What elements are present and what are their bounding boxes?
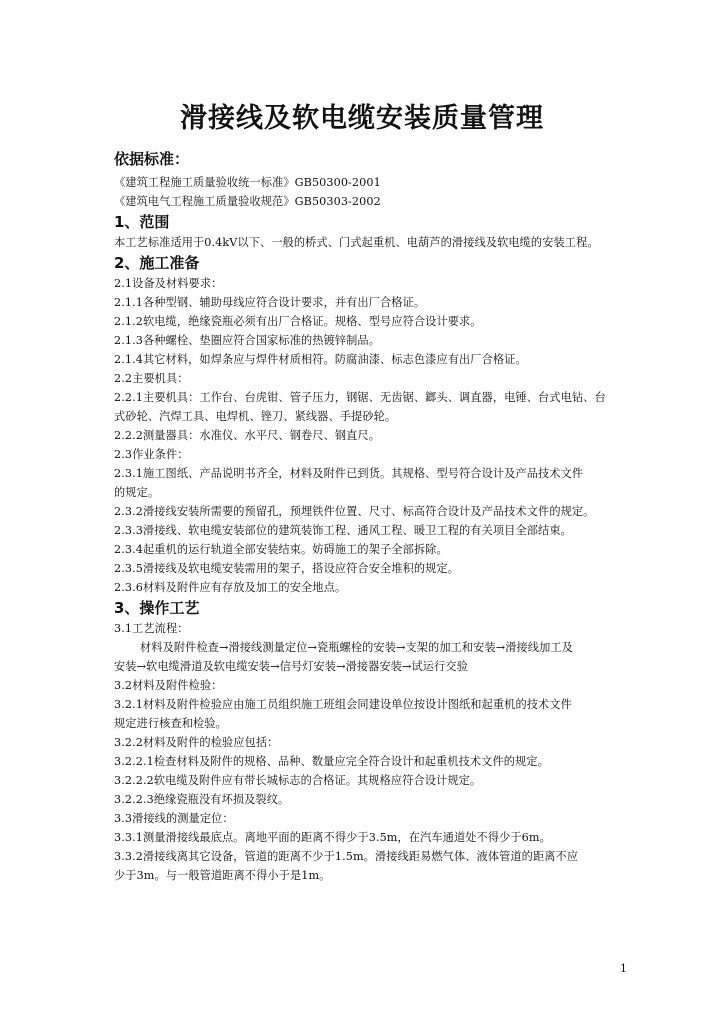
ops-line: 3.1工艺流程：: [114, 622, 189, 635]
ops-line: 少于3m。与一般管道距离不得小于是1m。: [114, 869, 331, 882]
ops-flow-line: 安装→软电缆滑道及软电缆安装→信号灯安装→滑接器安装→试运行交验: [114, 660, 468, 673]
prep-line: 的规定。: [114, 486, 160, 499]
ops-flow-line: 材料及附件检查→滑接线测量定位→瓷瓶螺栓的安装→支架的加工和安装→滑接线加工及: [140, 641, 573, 654]
prep-line: 2.3.6材料及附件应有存放及加工的安全地点。: [114, 581, 347, 594]
prep-line: 2.1.3各种螺栓、垫圈应符合国家标准的热镀锌制品。: [114, 334, 381, 347]
prep-line: 2.1.4其它材料，如焊条应与焊件材质相符。防腐油漆、标志色漆应有出厂合格证。: [114, 353, 527, 366]
basis-standard-2: 《建筑电气工程施工质量验收规范》GB50303-2002: [114, 195, 381, 208]
prep-line: 2.3.3滑接线、软电缆安装部位的建筑装饰工程、通风工程、暖卫工程的有关项目全部结束。: [114, 524, 572, 537]
prep-line: 2.1.2软电缆，绝缘瓷瓶必须有出厂合格证。规格、型号应符合设计要求。: [114, 315, 482, 328]
prep-line: 2.2主要机具：: [114, 372, 189, 385]
ops-line: 3.3滑接线的测量定位：: [114, 812, 234, 825]
basis-heading: 依据标准：: [114, 150, 190, 168]
ops-heading: 3、操作工艺: [114, 599, 200, 617]
prep-line: 2.3.4起重机的运行轨道全部安装结束。妨碍施工的架子全部拆除。: [114, 543, 448, 556]
document-body: [114, 148, 644, 885]
ops-line: 3.2.2.2软电缆及附件应有带长城标志的合格证。其规格应符合设计规定。: [114, 774, 482, 787]
scope-text: 本工艺标准适用于0.4kV以下、一般的桥式、门式起重机、电葫芦的滑接线及软电缆的安装工程。: [114, 236, 599, 249]
prep-line: 2.3.5滑接线及软电缆安装需用的架子，搭设应符合安全堆积的规定。: [114, 562, 460, 575]
document-title: 滑接线及软电缆安装质量管理: [180, 103, 544, 134]
scope-heading: 1、范围: [114, 213, 170, 231]
prep-heading: 2、施工准备: [114, 254, 200, 272]
prep-line: 2.3.2滑接线安装所需要的预留孔，预埋铁件位置、尺寸、标高符合设计及产品技术文件的规定。: [114, 505, 595, 518]
basis-standard-1: 《建筑工程施工质量验收统一标准》GB50300-2001: [114, 176, 381, 189]
page-number: 1: [620, 962, 627, 975]
prep-line: 2.2.2测量器具：水准仪、水平尺、钢卷尺、钢直尺。: [114, 429, 381, 442]
prep-line: 2.1.1各种型钢、辅助母线应符合设计要求，并有出厂合格证。: [114, 296, 426, 309]
ops-line: 3.2材料及附件检验：: [114, 679, 223, 692]
ops-line: 3.3.1测量滑接线最底点。离地平面的距离不得少于3.5m，在汽车通道处不得少于6m。: [114, 831, 551, 844]
ops-line: 3.2.2材料及附件的检验应包括：: [114, 736, 279, 749]
prep-line: 2.1设备及材料要求：: [114, 277, 223, 290]
ops-line: 3.2.2.3绝缘瓷瓶没有坏损及裂纹。: [114, 793, 290, 806]
ops-line: 3.2.1材料及附件检验应由施工员组织施工班组会同建设单位按设计图纸和起重机的技术文件: [114, 698, 572, 711]
prep-line: 2.3.1施工图纸、产品说明书齐全，材料及附件已到货。其规格、型号符合设计及产品技术文件: [114, 467, 584, 480]
prep-line: 式砂轮、汽焊工具、电焊机、锉刀、紧线器、手提砂轮。: [114, 410, 397, 423]
ops-line: 3.3.2滑接线离其它设备，管道的距离不少于1.5m。滑接线距易燃气体、液体管道的距离不应: [114, 850, 579, 863]
prep-line: 2.2.1主要机具：工作台、台虎钳、管子压力，钢锯、无齿锯、鎯头、调直器，电锤、台式电钻、台: [114, 391, 606, 404]
ops-line: 3.2.2.1检查材料及附件的规格、品种、数量应完全符合设计和起重机技术文件的规定。: [114, 755, 549, 768]
ops-line: 规定进行核查和检验。: [114, 717, 227, 730]
prep-line: 2.3作业条件：: [114, 448, 189, 461]
